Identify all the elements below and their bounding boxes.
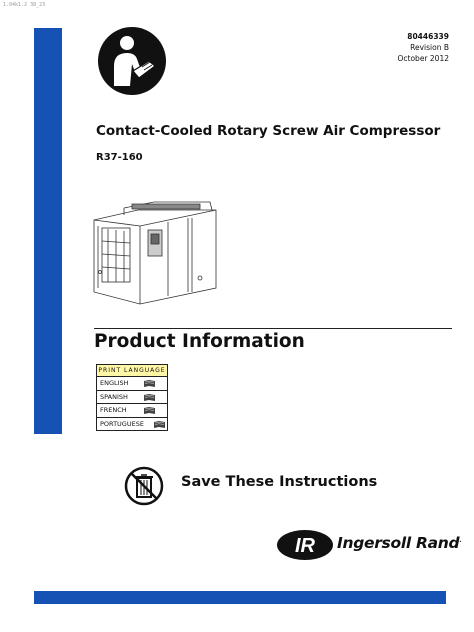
save-instructions-heading: Save These Instructions [181, 474, 378, 490]
language-row-english [97, 377, 167, 391]
language-label: SPANISH [100, 392, 128, 401]
language-row-spanish [97, 391, 167, 405]
language-row-french [97, 404, 167, 418]
language-row-portuguese [97, 418, 167, 431]
model-number: R37-160 [96, 152, 143, 163]
book-icon [154, 421, 165, 428]
brand-name [337, 534, 461, 552]
document-revision: Revision B [410, 43, 449, 52]
corner-mark: 1.04k1.2 38_23 [3, 2, 46, 8]
bottom-accent-bar [34, 591, 446, 604]
language-label: ENGLISH [100, 379, 129, 387]
document-meta [398, 31, 450, 64]
book-icon [144, 394, 155, 401]
section-divider [94, 328, 452, 329]
side-accent-bar [34, 28, 62, 434]
crossed-out-bin-icon [124, 466, 164, 506]
ingersoll-rand-logo-mark [276, 529, 334, 561]
read-manual-icon [97, 26, 167, 96]
book-icon [144, 407, 155, 414]
book-icon [144, 380, 155, 387]
logo-mark-text: IR [295, 535, 315, 557]
compressor-illustration [88, 196, 220, 308]
print-language-header: PRINT LANGUAGE [97, 365, 167, 377]
document-number: 80446339 [407, 32, 449, 41]
brand-name-text: Ingersoll Rand [337, 534, 460, 552]
section-title: Product Information [94, 331, 305, 352]
language-label: FRENCH [100, 406, 127, 415]
language-label: PORTUGUESE [100, 419, 144, 428]
document-date: October 2012 [397, 54, 449, 63]
print-language-table [96, 364, 168, 431]
brand-reg-mark: . [459, 536, 462, 544]
document-title: Contact-Cooled Rotary Screw Air Compressor [96, 123, 441, 139]
